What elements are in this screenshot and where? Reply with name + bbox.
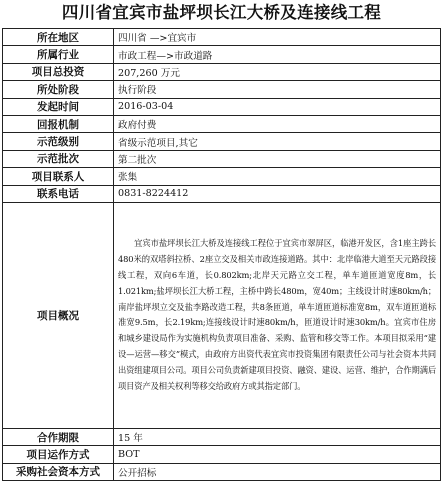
project-info-table — [2, 28, 441, 481]
row-value: 市政工程—>市政道路 — [114, 46, 441, 63]
overview-text: 宜宾市盐坪坝长江大桥及连接线工程位于宜宾市翠屏区，临港开发区，含1座主跨长480米的双塔斜拉桥、2座立交及相关市政连接道路。其中：北岸临港大道至天元路段接线工程，双向6车道，长0.802km;北岸天元路立交工程，单车道匝道宽度8m，长1.021km;盐坪坝长江大桥工程，主桥中跨长480m，宽40m；主线设计时速80km/h；南岸盐坪坝立交及盐李路改造工程，共8条匝道，单车道匝道标准宽8m，双车道匝道标准宽9.5m，长2.19km;连接线设计时速80km/h，匝道设计时速30km/h。宜宾市住房和城乡建设局作为实施机构负责项目准备、采购、监管和移交等工作。本项目拟采用“建设—运营—移交”模式，由政府方出资代表宜宾市投资集团有限责任公司与社会资本共同出资组建项目公司。项目公司负责新建项目投资、融资、建设、运营、维护，合作期满后项目资产及相关权利等移交给政府方或其指定部门。 — [118, 237, 436, 392]
row-value: 2016-03-04 — [114, 98, 441, 115]
row-label: 所在地区 — [3, 29, 114, 46]
row-value: 第二批次 — [114, 150, 441, 167]
row-value: 执行阶段 — [114, 81, 441, 98]
row-label: 项目概况 — [3, 202, 114, 428]
row-label: 合作期限 — [3, 428, 114, 445]
row-label: 发起时间 — [3, 98, 114, 115]
row-value: 207,260 万元 — [114, 63, 441, 80]
table-row-region — [3, 29, 441, 46]
table-row-overview — [3, 202, 441, 428]
table-row-contact — [3, 168, 441, 185]
table-row-stage — [3, 81, 441, 98]
row-value: 公开招标 — [114, 463, 441, 480]
table-row-demo-level — [3, 133, 441, 150]
row-label: 所属行业 — [3, 46, 114, 63]
row-label: 项目运作方式 — [3, 446, 114, 463]
table-row-term — [3, 428, 441, 445]
table-row-industry — [3, 46, 441, 63]
table-row-investment — [3, 63, 441, 80]
table-row-launch-date — [3, 98, 441, 115]
row-label: 所处阶段 — [3, 81, 114, 98]
row-label: 项目联系人 — [3, 168, 114, 185]
table-row-demo-batch — [3, 150, 441, 167]
row-value: 0831-8224412 — [114, 185, 441, 202]
row-label: 采购社会资本方式 — [3, 463, 114, 480]
row-value: 15 年 — [114, 428, 441, 445]
overview-text-cell — [114, 202, 441, 428]
row-value: 政府付费 — [114, 115, 441, 132]
table-row-procurement — [3, 463, 441, 480]
row-label: 示范级别 — [3, 133, 114, 150]
table-row-phone — [3, 185, 441, 202]
table-row-operation-mode — [3, 446, 441, 463]
row-label: 回报机制 — [3, 115, 114, 132]
row-value: 省级示范项目,其它 — [114, 133, 441, 150]
row-label: 联系电话 — [3, 185, 114, 202]
table-row-return-mechanism — [3, 115, 441, 132]
page-title: 四川省宜宾市盐坪坝长江大桥及连接线工程 — [61, 3, 382, 22]
row-label: 示范批次 — [3, 150, 114, 167]
row-value: 张集 — [114, 168, 441, 185]
row-label: 项目总投资 — [3, 63, 114, 80]
row-value: BOT — [114, 446, 441, 463]
row-value: 四川省 —>宜宾市 — [114, 29, 441, 46]
